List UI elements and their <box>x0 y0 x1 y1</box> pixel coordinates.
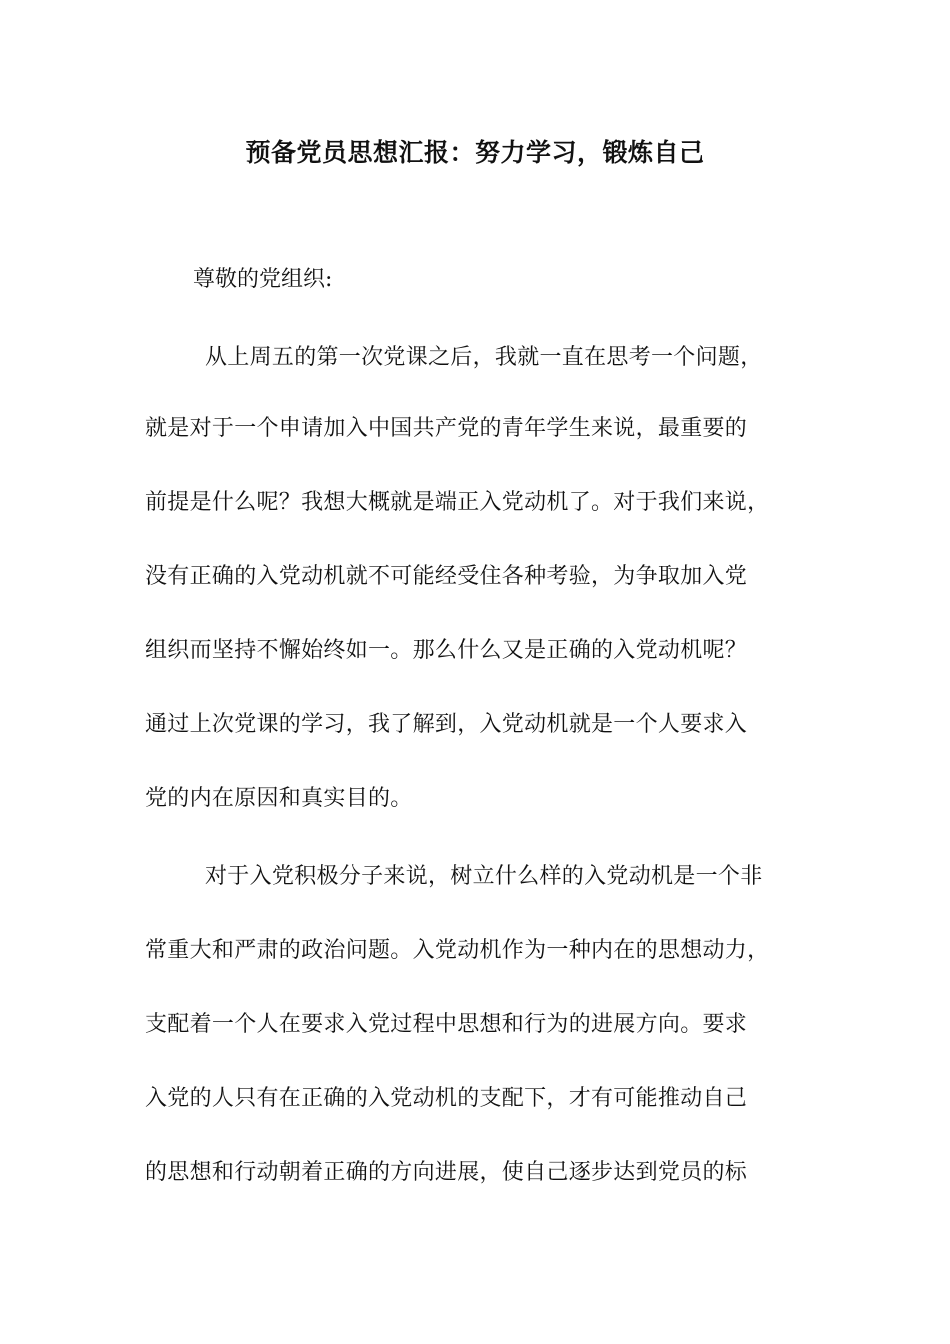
paragraph-line: 前提是什么呢？我想大概就是端正入党动机了。对于我们来说， <box>145 490 770 515</box>
paragraph-line: 组织而坚持不懈始终如一。那么什么又是正确的入党动机呢？ <box>145 638 748 663</box>
paragraph-line: 常重大和严肃的政治问题。入党动机作为一种内在的思想动力， <box>145 938 770 963</box>
paragraph-line: 从上周五的第一次党课之后，我就一直在思考一个问题， <box>205 345 763 370</box>
paragraph-line: 就是对于一个申请加入中国共产党的青年学生来说，最重要的 <box>145 416 748 441</box>
paragraph-line: 通过上次党课的学习，我了解到，入党动机就是一个人要求入 <box>145 712 748 737</box>
document-title: 预备党员思想汇报：努力学习，锻炼自己 <box>245 138 705 167</box>
paragraph-line: 对于入党积极分子来说，树立什么样的入党动机是一个非 <box>205 864 763 889</box>
paragraph-line: 的思想和行动朝着正确的方向进展，使自己逐步达到党员的标 <box>145 1160 748 1185</box>
salutation: 尊敬的党组织: <box>193 267 333 292</box>
paragraph-line: 入党的人只有在正确的入党动机的支配下，才有可能推动自己 <box>145 1086 748 1111</box>
paragraph-line: 党的内在原因和真实目的。 <box>145 786 413 811</box>
paragraph-line: 支配着一个人在要求入党过程中思想和行为的进展方向。要求 <box>145 1012 748 1037</box>
paragraph-line: 没有正确的入党动机就不可能经受住各种考验，为争取加入党 <box>145 564 748 589</box>
